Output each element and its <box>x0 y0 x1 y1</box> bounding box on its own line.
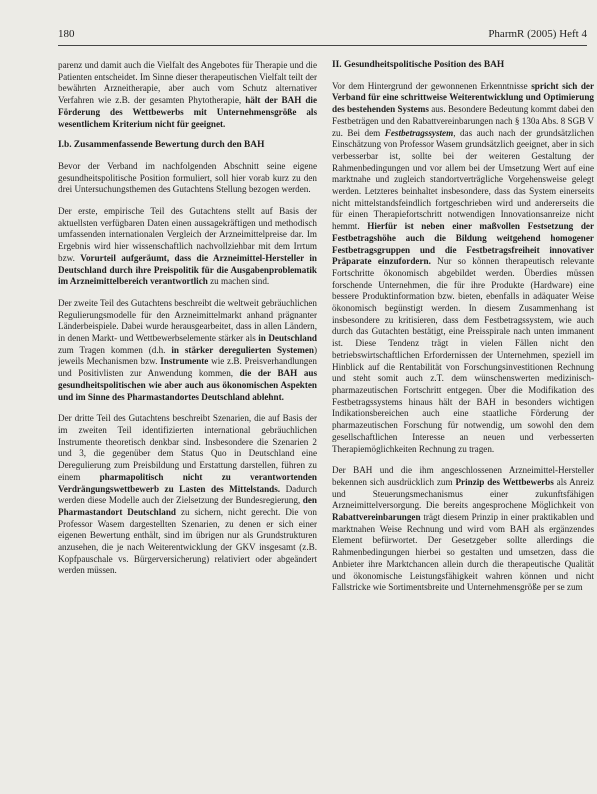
text-run: aus. Besondere Bedeutung kommt dabei den Festbeträgen und den Rabattvereinbarungen nach § 130a Abs. 8 SGB V zu. Bei dem <box>332 104 594 138</box>
text-run: Nur so können therapeutisch relevante Fortschritte ökonomisch abgebildet werden. Überdies müssen forschende Unternehmen, die für ihre Produkte (Hardware) eine bessere Produktinformation bzw. bieten, ebenfalls in adäquater Weise ökonomisch begünstigt werden. In diesem Zusammenhang ist insbesondere zu kritisieren, dass dem Festbetragssystem, wie auch durch das Gutachten bestätigt, eine Preisspirale nach unten immanent ist. Diese Tendenz trägt in vielen Fällen nicht den betriebswirtschaftlichen Erfordernissen der Unternehmen, speziell im Hinblick auf die Rentabilität von Forschungsinvestitionen Rechnung und steht somit auch z.T. dem wünschenswerten medizinisch-pharmazeutischen Fortschritt entgegen. Über die Modifikation des Festbetragssystems hinaus hält der BAH in besonders wichtigen Indikationsbereichen auch eine staatliche Förderung der pharmazeutischen Forschung für notwendig, um sowohl den dem gesellschaftlichen Interesse an neuen und verbesserten Therapiemöglichkeiten Rechnung zu tragen. <box>332 256 594 454</box>
section-heading: I.b. Zusammenfassende Bewertung durch den BAH <box>58 140 265 151</box>
paragraph <box>58 60 317 130</box>
emphasized-text: die der BAH aus gesundheitspolitischen wie aber auch aus ökonomischen Aspekten und im Sinne des Pharmastandortes Deutschland ablehnt. <box>58 368 317 402</box>
emphasized-text: spricht sich der Verband für eine schrittweise Weiterentwicklung und Optimierung des bestehenden Systems <box>332 80 594 115</box>
text-run: Vor dem Hintergrund der gewonnenen Erkenntnisse <box>332 80 532 91</box>
text-run: als Anreiz und Steuerungsmechanismus einer zukunftsfähigen Arzneimittelversorgung. Die bereits angesprochene Möglichkeit von <box>332 476 594 511</box>
paragraph <box>332 465 594 594</box>
text-run: trägt diesem Prinzip in einer praktikablen und marktnahen Weise Rechnung und wird vom BAH als ergänzendes Element befürwortet. Der Gesetzgeber sollte allerdings die Rahmenbedingungen hierbei so gestalten und umsetzen, dass die Anbieter ihre Marktchancen allein durch die therapeutische Qualität und ökonomische Leistungsfähigkeit wahren können und nicht Fallstricke wie Sortimentsbreite und Unternehmensgröße per se zum <box>332 512 594 593</box>
right-column <box>332 60 594 776</box>
text-run: zu machen sind. <box>207 276 270 287</box>
emphasized-text: Instrumente <box>160 356 209 367</box>
emphasized-text: Vorurteil aufgeräumt, dass die Arzneimittel-Hersteller in Deutschland durch ihre Preispolitik für die Ausgabenproblematik im Arzneimittelbereich verantwortlich <box>58 252 317 287</box>
emphasized-text: in stärker deregulierten Systemen <box>171 344 314 355</box>
text-run: Der dritte Teil des Gutachtens beschreibt Szenarien, die auf Basis der im zweiten Teil identifizierten international gebräuchlichen Instrumente theoretisch denkbar sind. Insbesondere die Szenarien 2 und 3, die gegenüber dem Status Quo in Deutschland eine Deregulierung zum Preisbildung und Erstattung darstellen, führen zu einem <box>58 413 317 482</box>
text-run: zum Tragen kommen (d.h. <box>58 344 172 355</box>
paragraph <box>58 413 317 577</box>
emphasized-text: hält der BAH die Förderung des Wettbewerbs mit Unternehmensgröße als wesentlichem Kriterium nicht für geeignet. <box>58 95 317 129</box>
text-run: Der zweite Teil des Gutachtens beschreibt die weltweit gebräuchlichen Regulierungsmodelle für den Arzneimittelmarkt anhand prägnanter Länderbeispiele. Dabei wurde herausgearbeitet, dass in allen Ländern, in denen Markt- und Wettbewerbselemente stärker als <box>58 297 317 344</box>
journal-citation: PharmR (2005) Heft 4 <box>488 28 587 40</box>
paragraph <box>58 206 317 288</box>
paragraph <box>332 81 594 456</box>
emphasized-text: Festbetragssystem <box>384 127 454 138</box>
emphasized-text: Prinzip des Wettbewerbs <box>455 476 554 487</box>
text-run: wie z.B. Preisverhandlungen und Positivlisten zur Anwendung kommen, <box>58 356 317 379</box>
text-run: Der BAH und die ihm angeschlossenen Arzneimittel-Hersteller bekennen sich ausdrücklich zum <box>332 465 594 487</box>
paragraph <box>58 161 317 196</box>
text-run: Der erste, empirische Teil des Gutachtens stellt auf Basis der aktuellsten verfügbaren Daten einen aussagekräftigen und methodisch umfassenden internationalen Vergleich der Arzneimittelpreise dar. Im Ergebnis wird hier wissenschaftlich nachvollziehbar mit dem Irrtum bzw. <box>58 206 317 263</box>
text-run: zu sichern, nicht gerecht. Die von Professor Wasem dargestellten Szenarien, zu denen er sich einer eigenen Bewertung enthält, sind im übrigen nur als Grundstrukturen anzusehen, die je nach Weiterentwicklung der GKV insgesamt (z.B. Kopfpauschale vs. Bürgerversicherung) relativiert oder abgeändert werden müssen. <box>58 506 317 576</box>
left-column <box>58 60 317 776</box>
text-run: , das auch nach der grundsätzlichen Einschätzung von Professor Wasem grundsätzlich geeignet, aber in sich verbesserbar ist, sollte bei der weiteren Gestaltung der Rahmenbedingungen und vor allem bei der Umsetzung Wert auf eine marktnahe und zugleich standortverträgliche Vorgehensweise gelegt werden. Letzteres beinhaltet insbesondere, dass das System einerseits nicht mittelstandsfeindlich fortgeschrieben wird und andererseits die für einen Therapiefortschritt notwendigen Innovationsanreize nicht hemmt. <box>332 127 594 232</box>
emphasized-text: den Pharmastandort Deutschland <box>58 495 317 517</box>
emphasized-text: pharmapolitisch nicht zu verantwortenden Verdrängungswettbewerb zu Lasten des Mittelstands. <box>58 471 317 494</box>
emphasized-text: Hierfür ist neben einer maßvollen Festsetzung der Festbetragshöhe auch die Bildung weitgehend homogener Festbetragsgruppen und die Festbetragsfreiheit innovativer Präparate einzufordern. <box>332 221 594 267</box>
page-number: 180 <box>58 28 75 40</box>
text-run: Bevor der Verband im nachfolgenden Abschnitt seine eigene gesundheitspolitische Position formuliert, soll hier vorab kurz zu den drei Untersuchungsthemen des Gutachtens Stellung bezogen werden. <box>58 160 317 195</box>
header-rule <box>58 45 587 46</box>
emphasized-text: Rabattvereinbarungen <box>332 512 421 523</box>
emphasized-text: in Deutschland <box>258 333 317 344</box>
text-run: ) jeweils Mechanismen bzw. <box>58 344 317 367</box>
section-heading: II. Gesundheitspolitische Position des BAH <box>332 60 505 70</box>
text-run: Dadurch werden diese Modelle auch der Zielsetzung der Bundesregierung, <box>58 483 317 506</box>
text-run: parenz und damit auch die Vielfalt des Angebotes für Therapie und die Patienten entscheidet. Im Sinne dieser therapeutischen Vielfalt teilt der bewährten Arzneitherapie, aber auch vom Schutz alternativer Verfahren wie z.B. der gesamten Phytotherapie, <box>58 60 317 106</box>
paragraph <box>58 298 317 403</box>
